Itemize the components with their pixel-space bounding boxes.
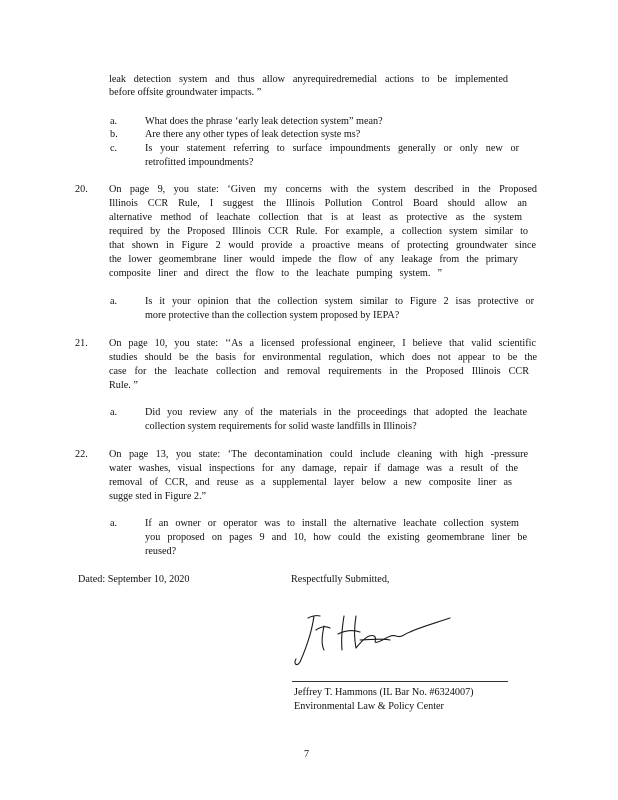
q21-line-4: Rule. ”	[109, 380, 138, 391]
q22-line-1: On page 13, you state: ‘The decontamination could include cleaning with high -pressure	[109, 449, 528, 460]
q21-line-1: On page 10, you state: ‘‘As a licensed professional engineer, I believe that valid scientific	[109, 338, 536, 349]
q20-sub-a-letter: a.	[110, 296, 118, 307]
q21-line-2: studies should be the basis for environmental regulation, which does not appear to be the	[109, 352, 537, 363]
q22-sub-a-line-3: reused?	[145, 546, 177, 557]
q20-line-3: alternative method of leachate collection that is at least as protective as the system	[109, 212, 522, 223]
signer-organization: Environmental Law & Policy Center	[294, 701, 444, 712]
q22-sub-a-letter: a.	[110, 518, 118, 529]
intro-line-1: leak detection system and thus allow anyrequiredremedial actions to be implemented	[109, 74, 508, 85]
respectfully-submitted: Respectfully Submitted,	[291, 574, 390, 585]
page-number: 7	[304, 749, 310, 760]
q20-sub-a-line-1: Is it your opinion that the collection system similar to Figure 2 isas protective or	[145, 296, 534, 307]
q21-sub-a-line-1: Did you review any of the materials in the proceedings that adopted the leachate	[145, 407, 527, 418]
q19-sub-c-letter: c.	[110, 143, 118, 154]
handwritten-signature	[286, 604, 456, 674]
q19-sub-c-text-1: Is your statement referring to surface impoundments generally or only new or	[145, 143, 519, 154]
q20-sub-a-line-2: more protective than the collection system proposed by IEPA?	[145, 310, 400, 321]
q19-sub-a-text: What does the phrase ‘early leak detection system” mean?	[145, 116, 383, 127]
q20-line-1: On page 9, you state: ‘Given my concerns with the system described in the Proposed	[109, 184, 537, 195]
q20-line-2: Illinois CCR Rule, I suggest the Illinois Pollution Control Board should allow an	[109, 198, 527, 209]
q22-sub-a-line-1: If an owner or operator was to install the alternative leachate collection system	[145, 518, 519, 529]
q20-line-5: that shown in Figure 2 would provide a proactive means of protecting groundwater since	[109, 240, 536, 251]
q20-number: 20.	[75, 184, 88, 195]
q21-line-3: case for the leachate collection and removal requirements in the Proposed Illinois CCR	[109, 366, 529, 377]
intro-line-2: before offsite groundwater impacts. ”	[109, 87, 262, 98]
q19-sub-a-letter: a.	[110, 116, 118, 127]
q21-number: 21.	[75, 338, 88, 349]
q20-line-6: the lower geomembrane liner would impede the flow of any leakage from the primary	[109, 254, 518, 265]
q21-sub-a-letter: a.	[110, 407, 118, 418]
dated-line: Dated: September 10, 2020	[78, 574, 190, 585]
q22-number: 22.	[75, 449, 88, 460]
q19-sub-b-text: Are there any other types of leak detection syste ms?	[145, 129, 361, 140]
q19-sub-b-letter: b.	[110, 129, 118, 140]
signer-name: Jeffrey T. Hammons (IL Bar No. #6324007)	[294, 687, 474, 698]
q22-sub-a-line-2: you proposed on pages 9 and 10, how could the existing geomembrane liner be	[145, 532, 527, 543]
q20-line-7: composite liner and direct the flow to the leachate pumping system. ”	[109, 268, 442, 279]
q22-line-4: sugge sted in Figure 2.”	[109, 491, 207, 502]
q22-line-2: water washes, visual inspections for any damage, repair if damage was a result of the	[109, 463, 518, 474]
q22-line-3: removal of CCR, and reuse as a supplemental layer below a new composite liner as	[109, 477, 512, 488]
signature-line	[292, 681, 508, 682]
q21-sub-a-line-2: collection system requirements for solid waste landfills in Illinois?	[145, 421, 417, 432]
q20-line-4: required by the Proposed Illinois CCR Rule. For example, a collection system similar to	[109, 226, 528, 237]
q19-sub-c-text-2: retrofitted impoundments?	[145, 157, 254, 168]
